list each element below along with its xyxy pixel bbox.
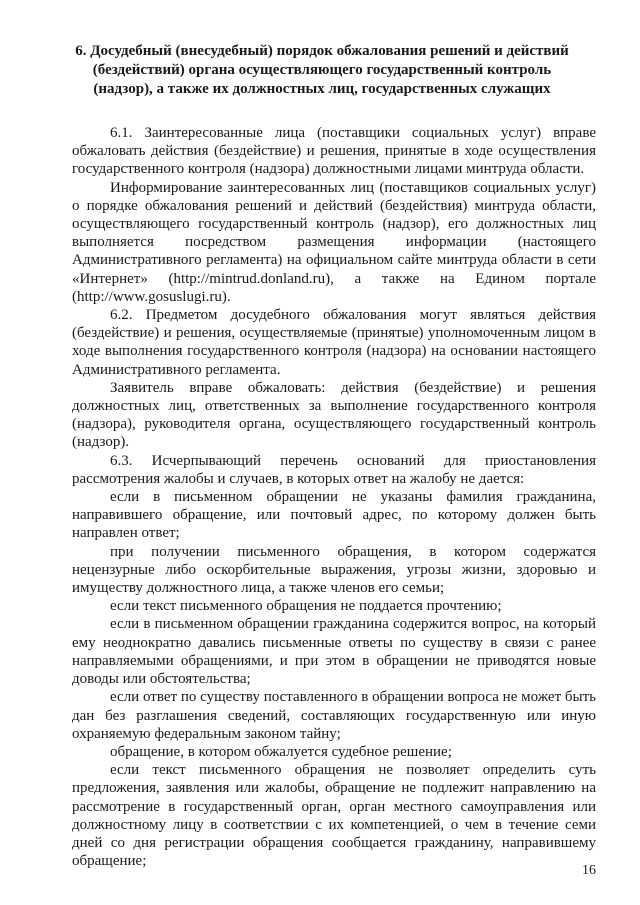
list-item-no-name: если в письменном обращении не указаны фамилия гражданина, направившего обращение, или почтовый адрес, по которому должен быть направлен ответ; <box>72 489 596 542</box>
list-item-court-decision: обращение, в котором обжалуется судебное решение; <box>110 743 452 760</box>
heading-line-3: (надзор), а также их должностных лиц, государственных служащих <box>93 81 551 97</box>
list-item-repeated: если в письменном обращении гражданина содержится вопрос, на который ему неоднократно давались письменные ответы по существу в связи с ранее направляемыми обращениями, и при этом в обращении не приводятся новые доводы или обстоятельства; <box>72 616 596 688</box>
list-item-secret: если ответ по существу поставленного в обращении вопроса не может быть дан без разглашения сведений, составляющих государственную или иную охраняемую федеральным законом тайну; <box>72 689 596 742</box>
document-body <box>72 124 596 870</box>
heading-line-1: 6. Досудебный (внесудебный) порядок обжалования решений и действий <box>75 43 569 59</box>
paragraph-6-3: 6.3. Исчерпывающий перечень оснований для приостановления рассмотрения жалобы и случаев, в которых ответ на жалобу не дается: <box>72 452 596 487</box>
heading-line-2: (бездействий) органа осуществляющего государственный контроль <box>92 62 552 78</box>
page-number: 16 <box>582 863 596 878</box>
list-item-obscene: при получении письменного обращения, в котором содержатся нецензурные либо оскорбительные выражения, угрозы жизни, здоровью и имуществу должностного лица, а также членов его семьи; <box>72 543 596 597</box>
paragraph-6-1: 6.1. Заинтересованные лица (поставщики социальных услуг) вправе обжаловать действия (бездействие) и решения, принятые в ходе осуществления государственного контроля (надзора) должностными лицами минтруда области. <box>72 125 596 178</box>
paragraph-6-2: 6.2. Предметом досудебного обжалования могут являться действия (бездействие) и решения, осуществляемые (принятые) уполномоченным лицом в ходе выполнения государственного контроля (надзора) на основании настоящего Административного регламента. <box>72 307 596 378</box>
list-item-unreadable: если текст письменного обращения не поддается прочтению; <box>110 598 502 615</box>
section-heading <box>72 42 572 99</box>
paragraph-informing: Информирование заинтересованных лиц (поставщиков социальных услуг) о порядке обжалования решений и действий (бездействия) минтруда области, осуществляющего государственный контроль (надзор), его должностных лиц выполняется посредством размещения информации (настоящего Административного регламента) на официальном сайте минтруда области в сети «Интернет» (http://mintrud.donland.ru), а также на Едином портале (http://www.gosuslugi.ru). <box>72 179 596 305</box>
list-item-unclear: если текст письменного обращения не позволяет определить суть предложения, заявления или жалобы, обращение не подлежит направлению на рассмотрение в государственный орган, орган местного самоуправления или должностному лицу в соответствии с их компетенцией, о чем в течение семи дней со дня регистрации обращения сообщается гражданину, направившему обращение; <box>72 762 596 870</box>
paragraph-applicant-rights: Заявитель вправе обжаловать: действия (бездействие) и решения должностных лиц, ответственных за выполнение государственного контроля (надзора), руководителя органа, осуществляющего государственный контроль (надзор). <box>72 379 596 451</box>
